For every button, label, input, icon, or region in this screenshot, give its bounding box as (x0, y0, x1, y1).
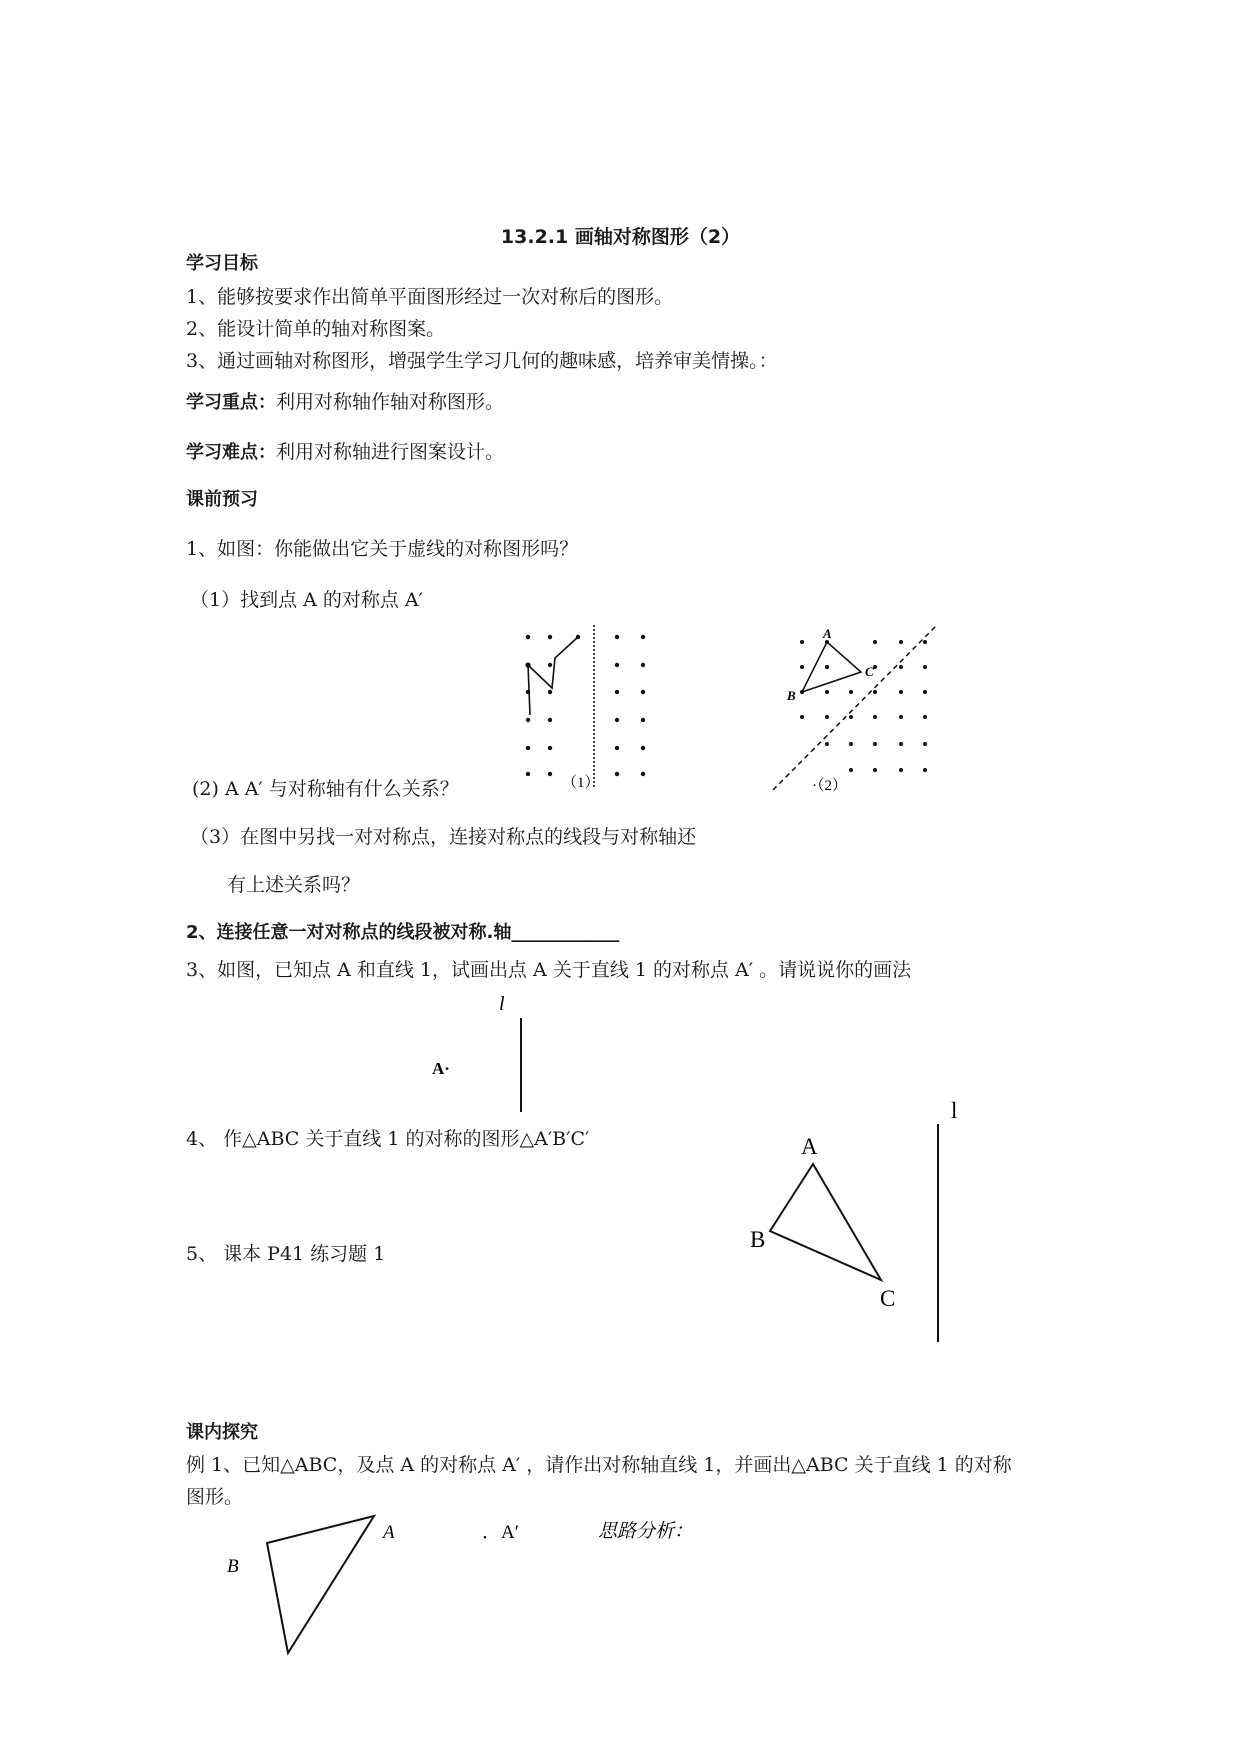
explore-heading: 课内探究 (186, 1422, 258, 1443)
key-point-label: 学习重点： (186, 392, 276, 413)
difficulty-label: 学习难点： (186, 442, 276, 463)
preview-q5: 5、 课本 P41 练习题 1 (186, 1243, 386, 1265)
preview-q4: 4、 作△ABC 关于直线 1 的对称的图形△A′B′C′ (186, 1128, 590, 1150)
figure-ex1-analysis: 思路分析： (598, 1521, 694, 1542)
preview-q1-3a: （3）在图中另找一对对称点，连接对称点的线段与对称轴还 (190, 826, 697, 848)
figure-2-label-b: B (787, 688, 796, 703)
figure-ex1-label-b: B (227, 1556, 239, 1577)
preview-heading: 课前预习 (186, 489, 258, 510)
figure-2-label-c: C (865, 664, 874, 679)
figure-ex1-label-a-prime: ．A′ (482, 1522, 519, 1543)
figure-q4-triangle (770, 1164, 881, 1280)
goal-item-3: 3、通过画轴对称图形，增强学生学习几何的趣味感，培养审美情操。： (186, 350, 778, 372)
preview-q2: 2、连接任意一对对称点的线段被对称.轴____________ (186, 922, 620, 943)
figure-q4-line-label: l (951, 1098, 958, 1123)
key-point-text: 利用对称轴作轴对称图形。 (276, 391, 505, 413)
figure-ex1 (210, 1505, 730, 1665)
explore-ex1-line2: 图形。 (186, 1486, 244, 1508)
figure-q4-label-a: A (801, 1134, 818, 1159)
preview-q3: 3、如图，已知点 A 和直线 1，试画出点 A 关于直线 1 的对称点 A′ 。请说说你的画法 (186, 959, 912, 981)
difficulty-text: 利用对称轴进行图案设计。 (276, 441, 505, 463)
preview-q1-1: （1）找到点 A 的对称点 A′ (190, 589, 423, 611)
figure-q4 (740, 1090, 980, 1350)
figure-q3-point-a: A· (432, 1059, 450, 1078)
figure-q3 (420, 990, 560, 1120)
page-title: 13.2.1 画轴对称图形（2） (500, 226, 741, 248)
goals-heading: 学习目标 (186, 253, 258, 274)
figure-2 (765, 620, 955, 800)
figure-2-caption: ·（2） (812, 778, 847, 794)
key-point (186, 390, 504, 415)
goal-item-1: 1、能够按要求作出简单平面图形经过一次对称后的图形。 (186, 286, 674, 308)
figure-1-dots (525, 635, 645, 776)
figure-2-label-a: A (823, 626, 832, 641)
figure-1 (510, 620, 670, 800)
figure-2-axis (773, 625, 937, 790)
preview-q1-3b: 有上述关系吗？ (227, 874, 361, 896)
figure-q4-label-b: B (750, 1227, 766, 1252)
preview-q1-2: (2) A A′ 与对称轴有什么关系？ (192, 778, 459, 800)
figure-2-triangle (802, 642, 861, 692)
figure-q4-label-c: C (880, 1286, 896, 1311)
goal-item-2: 2、能设计简单的轴对称图案。 (186, 318, 446, 340)
figure-q3-line-label: l (499, 993, 505, 1015)
figure-ex1-triangle (267, 1516, 374, 1653)
explore-ex1-line1: 例 1、已知△ABC，及点 A 的对称点 A′ ，请作出对称轴直线 1，并画出△ABC 关于直线 1 的对称 (186, 1454, 1012, 1476)
preview-q1: 1、如图：你能做出它关于虚线的对称图形吗？ (186, 538, 579, 560)
figure-ex1-label-a: A (383, 1522, 395, 1543)
figure-1-shape (528, 637, 578, 715)
figure-1-caption: （1） (562, 775, 600, 791)
figure-2-dots (800, 640, 927, 772)
difficulty (186, 440, 504, 465)
